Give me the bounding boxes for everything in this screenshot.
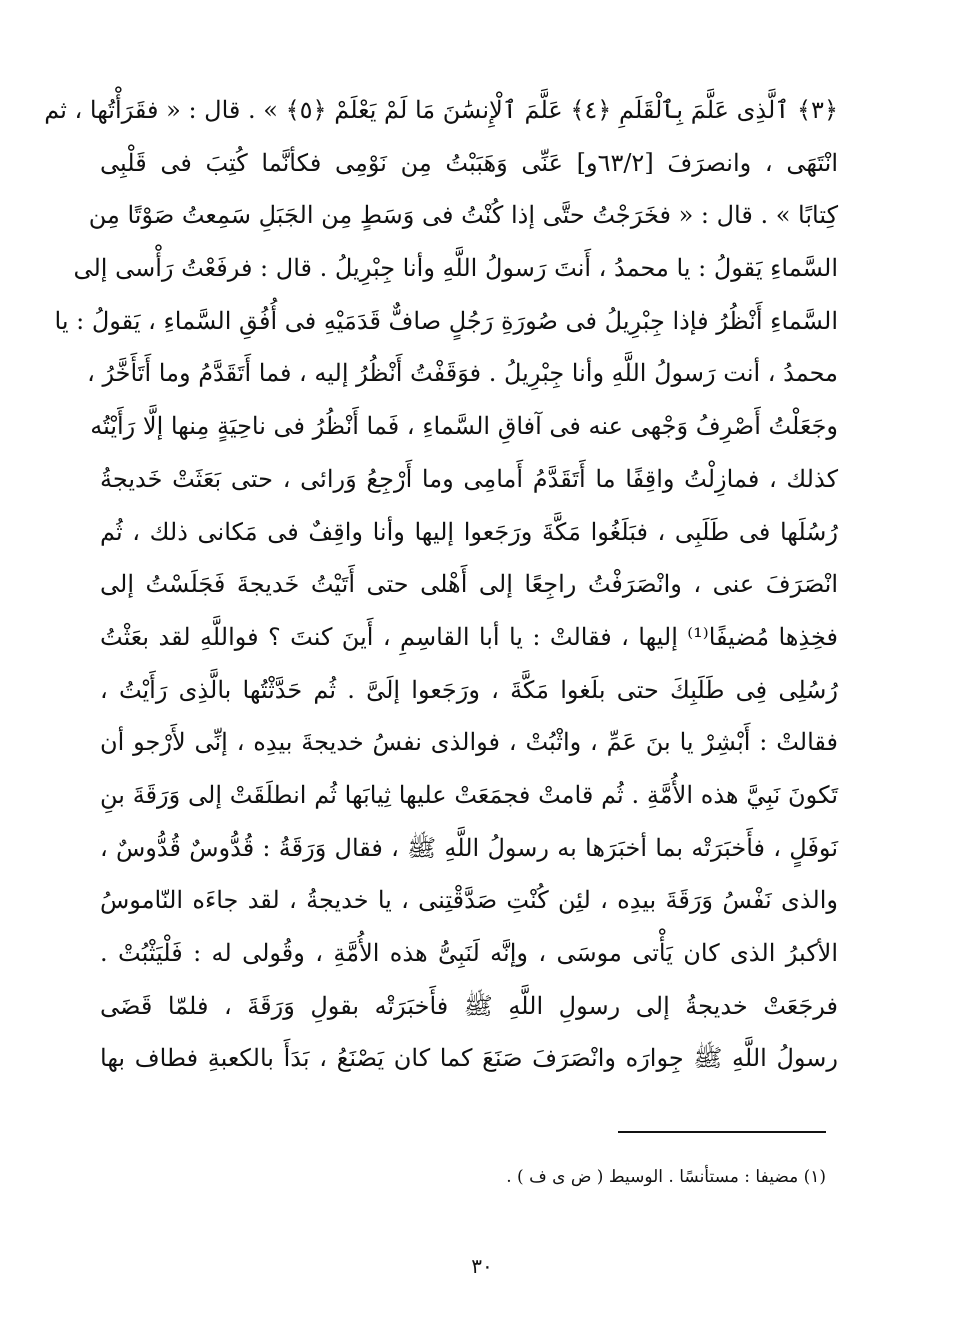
text-line: فخِذِها مُضيفًا⁽¹⁾ إليها ، فقالتْ : يا أبا القاسِمِ ، أَينَ كنتَ ؟ فواللَّهِ لقد بعَثْتُ (100, 622, 838, 651)
text-line: وجَعَلْتُ أَصْرِفُ وَجْهى عنه فى آفاقِ السَّماءِ ، فَما أَنْظُرُ فى ناحِيَةٍ مِنها إلَّا رَأَيْتُه (90, 412, 838, 441)
text-line: انْصَرَفَ عنى ، وانْصَرَفْتُ راجِعًا إلى أَهْلى حتى أَتَيْتُ خَديجةَ فَجَلَسْتُ إلى (100, 570, 838, 599)
text-line: تَكونَ نَبِيَّ هذه الأُمَّةِ . ثُم قامتْ فجمَعَتْ عليها ثِيابَها ثُم انطلَقَتْ إلى وَرَقَةَ بنِ (100, 780, 838, 809)
footnote-separator (618, 1131, 826, 1133)
text-line: رُسُلَها فى طَلَبِى ، فبَلَغُوا مَكَّةَ ورَجَعوا إليها وأنا واقِفٌ فى مَكانى ذلك ، ثُم (100, 517, 838, 546)
text-line: انْتَهَى ، وانصرَفَ [٦٣/٢و] عَنِّى وَهَبَبْتُ مِن نَوْمِى فكأنَّما كُتِبَ فى قَلْبِى (100, 148, 838, 177)
text-line: فقالتْ : أَبْشِرْ يا بنَ عَمِّ ، واثْبُتْ ، فوالذى نفسُ خديجةَ بيدِه ، إنِّى لأَرْجو أن (100, 728, 838, 757)
text-line: السَّماءِ أَنْظُرُ فإذا جِبْرِيلُ فى صُورَةِ رَجُلٍ صافٌّ قَدَمَيْهِ فى أُفُقِ السَّماءِ ، يَقولُ : يا (54, 306, 838, 335)
text-line: كذلك ، فمازِلْتُ واقِفًا ما أَتَقَدَّمُ أَمامِى وما أَرْجِعُ وَرائى ، حتى بَعَثَتْ خَديجةُ (100, 464, 838, 493)
text-line: السَّماءِ يَقولُ : يا محمدُ ، أَنتَ رَسولُ اللَّهِ وأنا جِبْرِيلُ . قال : فرفَعْتُ رَأْسى إلى (73, 254, 838, 283)
text-line: نَوفَلٍ ، فأَخبَرَتْه بما أخبَرَها به رسولُ اللَّهِ ﷺ ، فقال وَرَقَةُ : قُدُّوسٌ قُدُّوسٌ ، (100, 833, 838, 862)
footnote: (١) مضيفا : مستأنسًا . الوسيط ( ض ى ف ) . (506, 1167, 826, 1187)
text-line: فرجَعَتْ خديجةُ إلى رسولِ اللَّهِ ﷺ فأَخبَرَتْه بقولِ وَرَقَةَ ، فلمّا قَضَى (100, 991, 838, 1020)
main-text (44, 84, 838, 1085)
page-number: ٣٠ (471, 1254, 493, 1278)
text-line: ﴿٣﴾ ٱلَّذِى عَلَّمَ بِٱلْقَلَمِ ﴿٤﴾ عَلَّمَ ٱلْإِنسَٰنَ مَا لَمْ يَعْلَمْ ﴿٥﴾ » . قال : « فقَرَأْتُها ، ثم (44, 96, 838, 124)
text-line: كِتابًا » . قال : « فخَرَجْتُ حتَّى إذا كُنْتُ فى وَسَطٍ مِن الجَبَلِ سَمِعتُ صَوْتًا مِن (88, 201, 838, 230)
text-line: رسولُ اللَّهِ ﷺ جِوارَه وانْصَرَفَ صَنَعَ كما كان يَصْنَعُ ، بَدَأَ بالكعبةِ فطاف بها (100, 1044, 838, 1073)
text-line: والذى نَفْسُ وَرَقَةَ بيدِه ، لئِن كُنْتِ صَدَّقْتِنى ، يا خديجةُ ، لقد جاءَه النّاموسُ (100, 886, 838, 915)
text-line: رُسُلِى فِى طَلَبِكَ حتى بلَغوا مَكَّةَ ، ورَجَعوا إلَىَّ . ثُم حَدَّثْتُها بالَّذِى رَأَيْتُ ، (100, 675, 838, 704)
text-line: محمدُ ، أنت رَسولُ اللَّهِ وأنا جِبْرِيلُ . فوَقَفْتُ أَنْظُرُ إليه ، فما أَتَقَدَّمُ وما أَتَأَخَّرُ ، (87, 359, 838, 388)
text-line: الأكبرُ الذى كان يَأْتى موسَى ، وإنَّه لَنَبِىُّ هذه الأُمَّةِ ، وقُولى له : فَلْيَثْبُتْ . (100, 939, 838, 967)
